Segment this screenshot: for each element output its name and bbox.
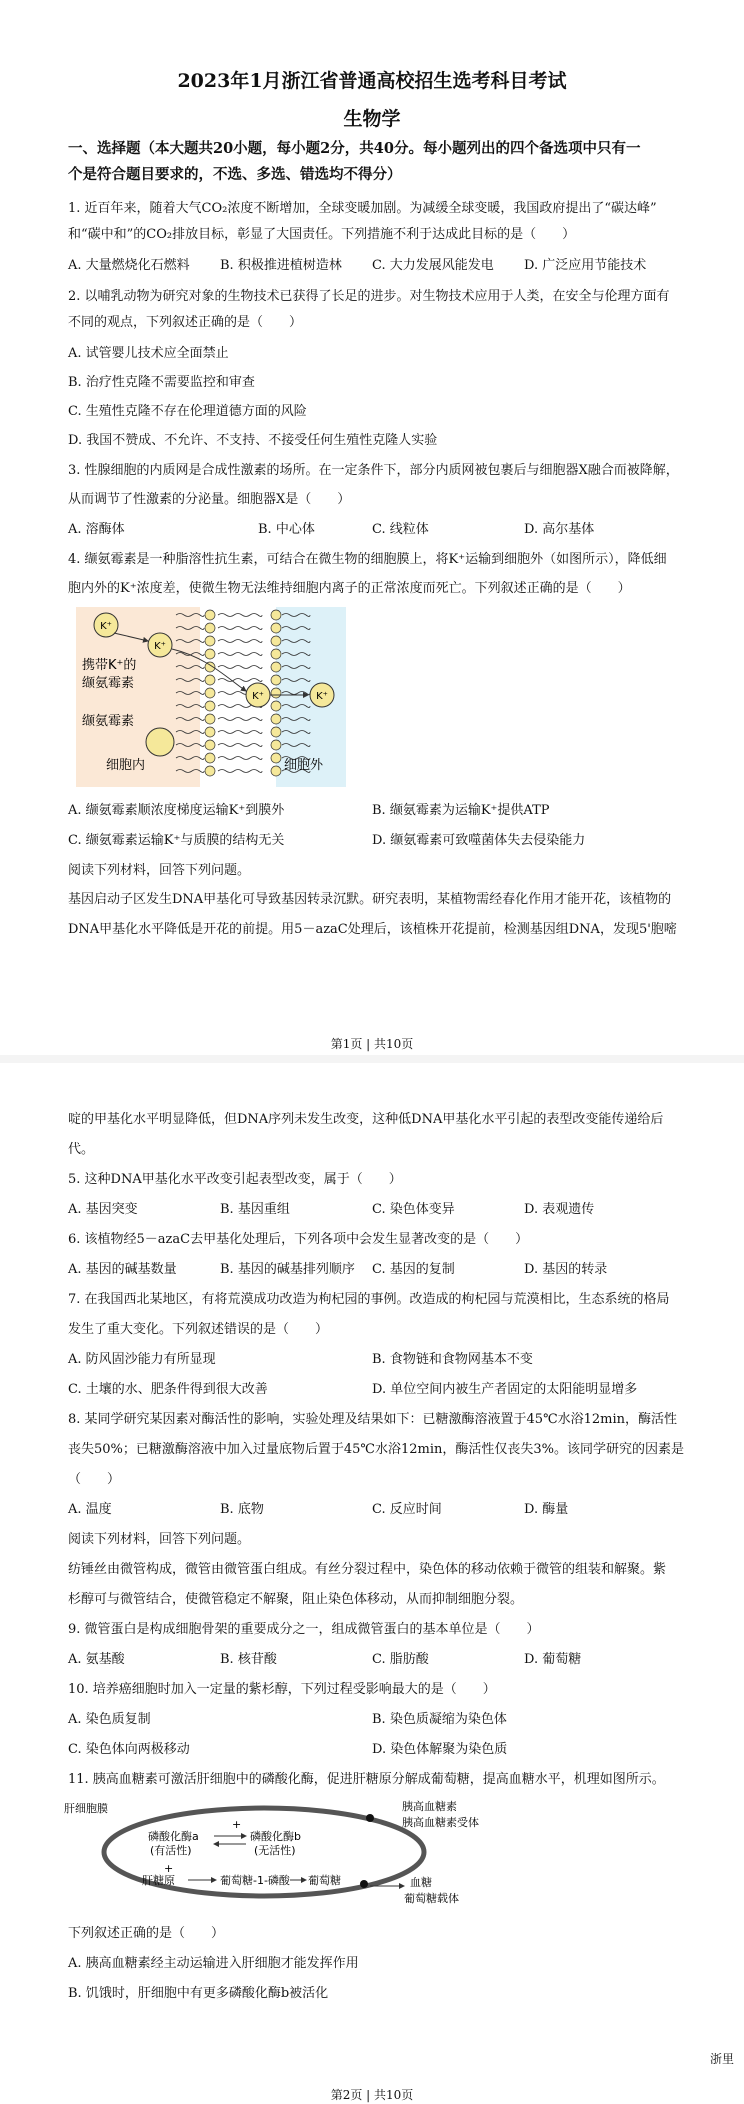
- lipid-head-icon: [271, 675, 281, 685]
- lipid-head-icon: [271, 740, 281, 750]
- lipid-head-icon: [205, 688, 215, 698]
- material-1-cont-2: 代。: [68, 1142, 95, 1157]
- q5-option-d[interactable]: D. 表观遗传: [524, 1202, 595, 1217]
- q6-stem: 6. 该植物经5－azaC去甲基化处理后，下列各项中会发生显著改变的是（ ）: [68, 1232, 529, 1247]
- lipid-head-icon: [205, 727, 215, 737]
- fig2-label-glucagon: 胰高血糖素: [402, 1800, 457, 1813]
- q3-option-a[interactable]: A. 溶酶体: [68, 522, 125, 537]
- valinomycin-molecule-icon: [146, 728, 174, 756]
- fig2-label-enz-b-state: (无活性): [254, 1844, 296, 1857]
- lipid-tail-icon: [218, 757, 262, 760]
- lipid-head-icon: [205, 675, 215, 685]
- fig2-label-enz-b: 磷酸化酶b: [250, 1830, 301, 1843]
- exam-title: 2023年1月浙江省普通高校招生选考科目考试: [177, 70, 567, 92]
- fig2-label-receptor: 胰高血糖素受体: [402, 1816, 479, 1829]
- lipid-head-icon: [271, 727, 281, 737]
- k-label-3: K⁺: [252, 691, 264, 702]
- q6-option-b[interactable]: B. 基因的碱基排列顺序: [220, 1262, 355, 1277]
- lipid-head-icon: [271, 662, 281, 672]
- lipid-head-icon: [271, 688, 281, 698]
- section-heading-cont: 个是符合题目要求的，不选、多选、错选均不得分）: [68, 166, 402, 183]
- fig2-label-membrane: 肝细胞膜: [64, 1802, 108, 1815]
- q10-option-c[interactable]: C. 染色体向两极移动: [68, 1742, 190, 1757]
- q1-stem-2: 和“碳中和”的CO₂排放目标，彰显了大国责任。下列措施不利于达成此目标的是（ ）: [68, 227, 576, 242]
- q8-stem-3: （ ）: [68, 1472, 121, 1487]
- q1-option-c[interactable]: C. 大力发展风能发电: [372, 258, 494, 273]
- lipid-head-icon: [271, 714, 281, 724]
- q11-stem: 11. 胰高血糖素可激活肝细胞中的磷酸化酶，促进肝糖原分解成葡萄糖，提高血糖水平，机理如图所示。: [68, 1772, 665, 1787]
- lipid-head-icon: [205, 636, 215, 646]
- q4-option-c[interactable]: C. 缬氨霉素运输K⁺与质膜的结构无关: [68, 833, 285, 848]
- reading-instruction-2: 阅读下列材料，回答下列问题。: [68, 1532, 251, 1547]
- material-1-cont-1: 啶的甲基化水平明显降低，但DNA序列未发生改变，这种低DNA甲基化水平引起的表型改变能传递给后: [68, 1112, 664, 1127]
- lipid-head-icon: [271, 610, 281, 620]
- fig-label-carry-1: 携带K⁺的: [82, 658, 137, 673]
- q2-option-b[interactable]: B. 治疗性克隆不需要监控和审查: [68, 375, 255, 390]
- lipid-tail-icon: [218, 744, 262, 747]
- subject-title: 生物学: [343, 108, 401, 130]
- lipid-tail-icon: [218, 770, 262, 773]
- q6-option-a[interactable]: A. 基因的碱基数量: [68, 1262, 177, 1277]
- q11-substem: 下列叙述正确的是（ ）: [68, 1926, 225, 1941]
- lipid-head-icon: [271, 649, 281, 659]
- q8-option-a[interactable]: A. 温度: [68, 1502, 112, 1517]
- fig-label-outside: 细胞外: [284, 758, 324, 773]
- receptor-dot-icon: [366, 1814, 374, 1822]
- q3-option-c[interactable]: C. 线粒体: [372, 522, 429, 537]
- q2-stem-1: 2. 以哺乳动物为研究对象的生物技术已获得了长足的进步。对生物技术应用于人类，在安全与伦理方面有: [68, 289, 670, 304]
- fig2-plus-1: +: [232, 1818, 242, 1831]
- section-heading: 一、选择题（本大题共20小题，每小题2分，共40分。每小题列出的四个备选项中只有一: [68, 140, 641, 157]
- glucagon-figure: [64, 1798, 494, 1908]
- fig2-label-enz-a-state: (有活性): [150, 1844, 192, 1857]
- q7-option-d[interactable]: D. 单位空间内被生产者固定的太阳能明显增多: [372, 1382, 638, 1397]
- lipid-tail-icon: [218, 731, 262, 734]
- q11-option-a[interactable]: A. 胰高血糖素经主动运输进入肝细胞才能发挥作用: [68, 1956, 359, 1971]
- q10-option-b[interactable]: B. 染色质凝缩为染色体: [372, 1712, 507, 1727]
- page-footer-2: 第2页 | 共10页: [330, 2088, 414, 2102]
- q2-option-c[interactable]: C. 生殖性克隆不存在伦理道德方面的风险: [68, 404, 307, 419]
- q8-option-d[interactable]: D. 酶量: [524, 1502, 569, 1517]
- material-1-line-2: DNA甲基化水平降低是开花的前提。用5－azaC处理后，该植株开花提前，检测基因组DNA，发现5'胞嘧: [68, 922, 677, 937]
- q7-option-b[interactable]: B. 食物链和食物网基本不变: [372, 1352, 533, 1367]
- lipid-head-icon: [205, 649, 215, 659]
- q3-stem-1: 3. 性腺细胞的内质网是合成性激素的场所。在一定条件下，部分内质网被包裹后与细胞器X融合而被降解，: [68, 463, 679, 478]
- q10-option-d[interactable]: D. 染色体解聚为染色质: [372, 1742, 508, 1757]
- fig2-label-blood-sugar: 血糖: [410, 1876, 432, 1889]
- q10-stem: 10. 培养癌细胞时加入一定量的紫杉醇，下列过程受影响最大的是（ ）: [68, 1682, 496, 1697]
- q9-option-b[interactable]: B. 核苷酸: [220, 1652, 277, 1667]
- q2-stem-2: 不同的观点，下列叙述正确的是（ ）: [68, 315, 303, 330]
- q1-option-d[interactable]: D. 广泛应用节能技术: [524, 258, 647, 273]
- page-footer-1: 第1页 | 共10页: [330, 1037, 414, 1051]
- q5-option-a[interactable]: A. 基因突变: [68, 1202, 138, 1217]
- fig-label-inside: 细胞内: [106, 758, 146, 773]
- lipid-head-icon: [271, 766, 281, 776]
- q4-option-a[interactable]: A. 缬氨霉素顺浓度梯度运输K⁺到膜外: [68, 803, 285, 818]
- q7-option-c[interactable]: C. 土壤的水、肥条件得到很大改善: [68, 1382, 268, 1397]
- k-label-4: K⁺: [316, 691, 328, 702]
- q5-option-c[interactable]: C. 染色体变异: [372, 1202, 455, 1217]
- lipid-tail-icon: [218, 679, 262, 682]
- q7-option-a[interactable]: A. 防风固沙能力有所显现: [68, 1352, 216, 1367]
- k-label-2: K⁺: [154, 641, 166, 652]
- q3-option-b[interactable]: B. 中心体: [258, 522, 315, 537]
- q3-option-d[interactable]: D. 高尔基体: [524, 522, 595, 537]
- material-2-line-1: 纺锤丝由微管构成，微管由微管蛋白组成。有丝分裂过程中，染色体的移动依赖于微管的组装和解聚。紫: [68, 1562, 667, 1577]
- fig2-label-glycogen: 肝糖原: [142, 1874, 175, 1887]
- q1-option-a[interactable]: A. 大量燃烧化石燃料: [68, 258, 190, 273]
- k-label-1: K⁺: [100, 621, 112, 632]
- fig2-label-enz-a: 磷酸化酶a: [148, 1830, 199, 1843]
- lipid-head-icon: [205, 714, 215, 724]
- q2-option-d[interactable]: D. 我国不赞成、不允许、不支持、不接受任何生殖性克隆人实验: [68, 433, 438, 448]
- q1-stem-1: 1. 近百年来，随着大气CO₂浓度不断增加，全球变暖加剧。为减缓全球变暖，我国政府提出了“碳达峰”: [68, 201, 657, 216]
- lipid-head-icon: [205, 753, 215, 763]
- q8-stem-1: 8. 某同学研究某因素对酶活性的影响，实验处理及结果如下：已糖激酶溶液置于45℃水浴12min，酶活性: [68, 1412, 678, 1427]
- fig-label-carry-2: 缬氨霉素: [82, 676, 135, 691]
- fig2-label-carrier: 葡萄糖载体: [404, 1892, 459, 1905]
- lipid-tail-icon: [218, 614, 262, 617]
- q10-option-a[interactable]: A. 染色质复制: [68, 1712, 151, 1727]
- fig-label-valinomycin: 缬氨霉素: [82, 714, 135, 729]
- q4-option-d[interactable]: D. 缬氨霉素可致噬菌体失去侵染能力: [372, 833, 586, 848]
- q6-option-c[interactable]: C. 基因的复制: [372, 1262, 455, 1277]
- q5-option-b[interactable]: B. 基因重组: [220, 1202, 290, 1217]
- lipid-head-icon: [205, 766, 215, 776]
- q7-stem-1: 7. 在我国西北某地区，有将荒漠成功改造为枸杞园的事例。改造成的枸杞园与荒漠相比，生态系统的格局: [68, 1292, 670, 1307]
- material-2-line-2: 杉醇可与微管结合，使微管稳定不解聚，阻止染色体移动，从而抑制细胞分裂。: [68, 1592, 524, 1607]
- q3-stem-2: 从而调节了性激素的分泌量。细胞器X是（ ）: [68, 492, 351, 507]
- page-separator: [0, 1055, 744, 1063]
- valinomycin-figure: [76, 607, 346, 787]
- q5-stem: 5. 这种DNA甲基化水平改变引起表型改变，属于（ ）: [68, 1172, 402, 1187]
- lipid-head-icon: [205, 610, 215, 620]
- lipid-head-icon: [205, 701, 215, 711]
- lipid-tail-icon: [218, 666, 262, 669]
- q8-option-b[interactable]: B. 底物: [220, 1502, 264, 1517]
- q8-stem-2: 丧失50%；已糖激酶溶液中加入过量底物后置于45℃水浴12min，酶活性仅丧失3%。该同学研究的因素是: [68, 1442, 685, 1457]
- corner-watermark: 浙里: [709, 2052, 734, 2066]
- fig2-label-glucose: 葡萄糖: [308, 1874, 341, 1887]
- lipid-head-icon: [205, 740, 215, 750]
- reading-instruction-1: 阅读下列材料，回答下列问题。: [68, 863, 251, 878]
- q8-option-c[interactable]: C. 反应时间: [372, 1502, 442, 1517]
- lipid-head-icon: [271, 623, 281, 633]
- lipid-head-icon: [271, 636, 281, 646]
- fig2-label-g1p: 葡萄糖-1-磷酸: [220, 1874, 290, 1887]
- fig2-plus-2: +: [164, 1862, 174, 1875]
- page-2: [0, 1063, 744, 2104]
- material-1-line-1: 基因启动子区发生DNA甲基化可导致基因转录沉默。研究表明，某植物需经春化作用才能开花，该植物的: [68, 892, 672, 907]
- q4-stem-2: 胞内外的K⁺浓度差，使微生物无法维持细胞内离子的正常浓度而死亡。下列叙述正确的是（ ）: [68, 581, 631, 596]
- q4-option-b[interactable]: B. 缬氨霉素为运输K⁺提供ATP: [372, 803, 550, 818]
- carrier-dot-icon: [360, 1880, 368, 1888]
- q9-option-c[interactable]: C. 脂肪酸: [372, 1652, 429, 1667]
- q4-stem-1: 4. 缬氨霉素是一种脂溶性抗生素，可结合在微生物的细胞膜上，将K⁺运输到细胞外（如图所示），降低细: [68, 552, 667, 567]
- lipid-tail-icon: [218, 718, 262, 721]
- lipid-tail-icon: [218, 640, 262, 643]
- lipid-tail-icon: [218, 627, 262, 630]
- lipid-tail-icon: [218, 653, 262, 656]
- lipid-head-icon: [205, 623, 215, 633]
- lipid-head-icon: [271, 701, 281, 711]
- lipid-head-icon: [271, 753, 281, 763]
- q9-stem: 9. 微管蛋白是构成细胞骨架的重要成分之一，组成微管蛋白的基本单位是（ ）: [68, 1622, 540, 1637]
- q6-option-d[interactable]: D. 基因的转录: [524, 1262, 608, 1277]
- q11-option-b[interactable]: B. 饥饿时，肝细胞中有更多磷酸化酶b被活化: [68, 1986, 329, 2001]
- q1-option-b[interactable]: B. 积极推进植树造林: [220, 258, 342, 273]
- q2-option-a[interactable]: A. 试管婴儿技术应全面禁止: [68, 346, 229, 361]
- q7-stem-2: 发生了重大变化。下列叙述错误的是（ ）: [68, 1322, 329, 1337]
- q9-option-d[interactable]: D. 葡萄糖: [524, 1652, 582, 1667]
- q9-option-a[interactable]: A. 氨基酸: [68, 1652, 125, 1667]
